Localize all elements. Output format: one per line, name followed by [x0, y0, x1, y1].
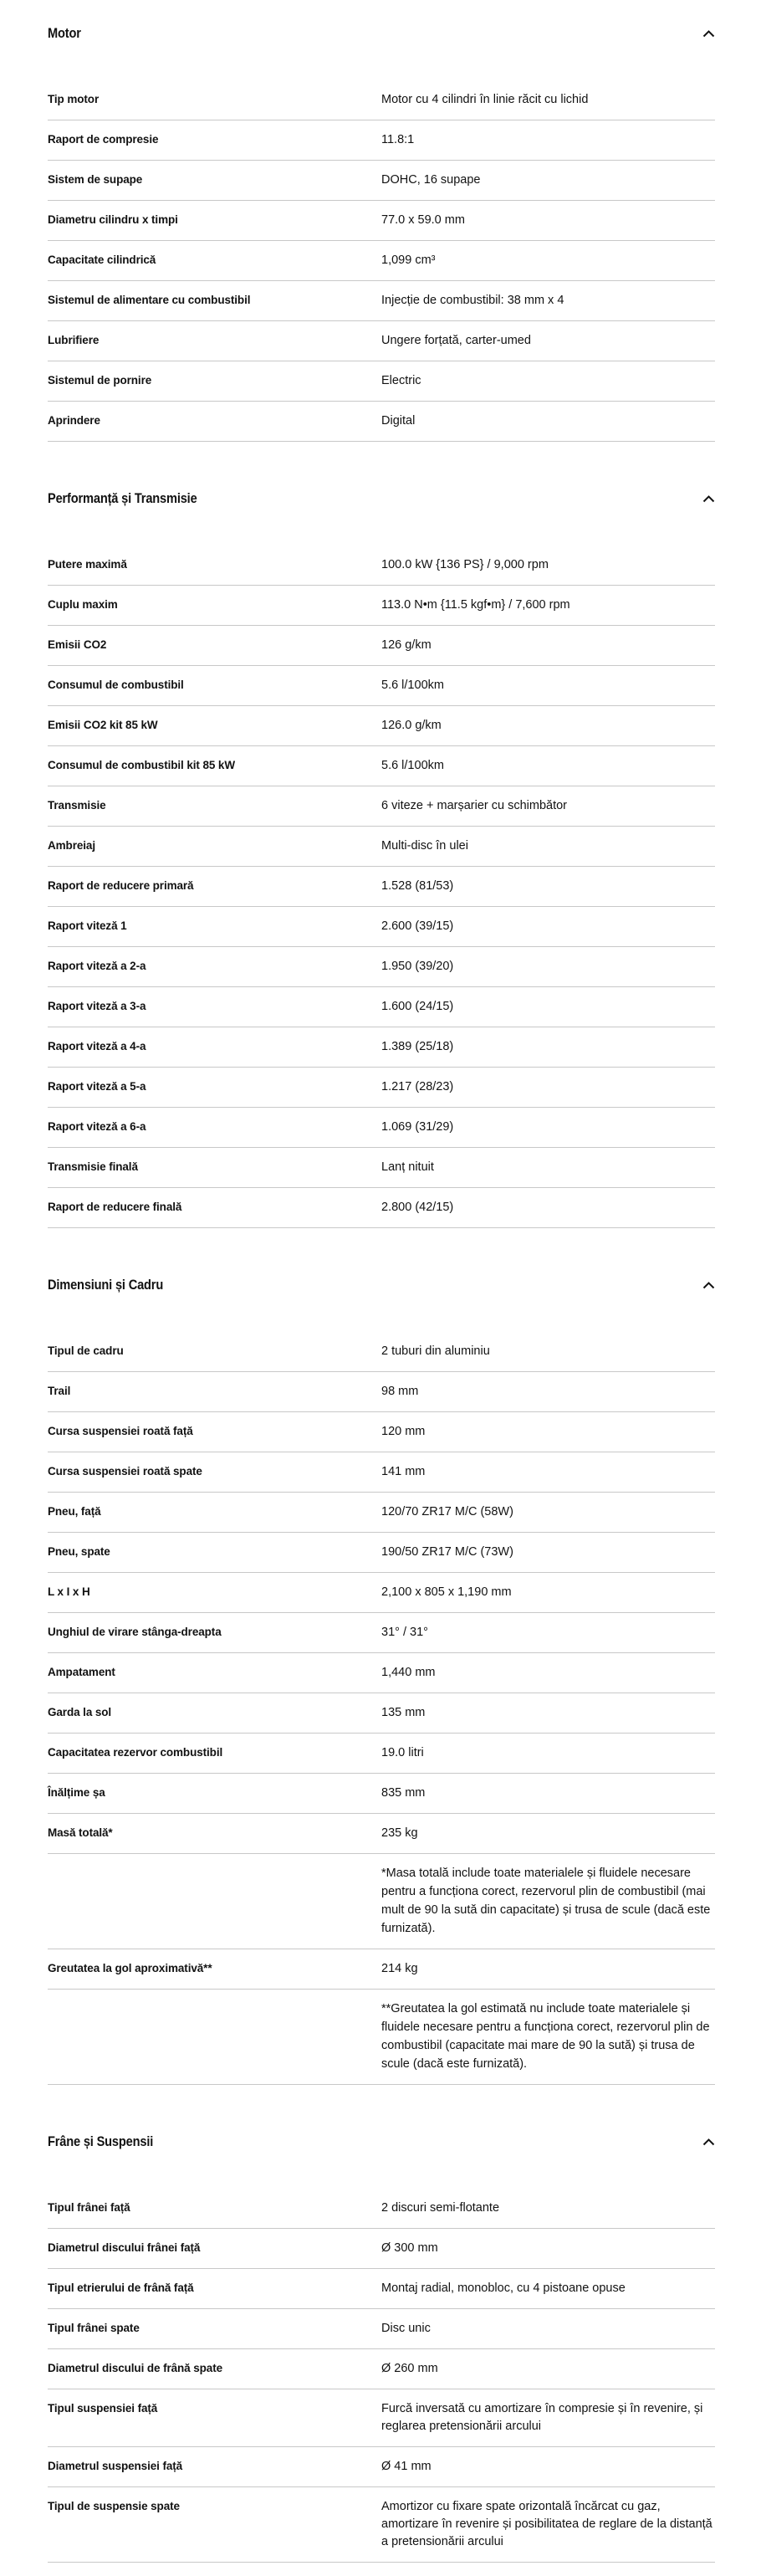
spec-value: 1.389 (25/18): [381, 1040, 454, 1053]
spec-label: Raport viteză 1: [48, 919, 127, 932]
spec-value: Amortizor cu fixare spate orizontală încărcat cu gaz, amortizare în revenire și posibilitatea de reglare de la distanță a pretensionării arcului: [381, 2500, 712, 2548]
spec-value: Digital: [381, 414, 416, 428]
spec-label: Tip motor: [48, 93, 100, 105]
spec-value: 5.6 l/100km: [381, 679, 444, 692]
spec-row: [48, 1814, 715, 1854]
spec-value: 98 mm: [381, 1385, 419, 1398]
spec-value: 2.800 (42/15): [381, 1201, 454, 1214]
spec-label: Cursa suspensiei roată spate: [48, 1465, 202, 1477]
spec-row: [48, 1533, 715, 1573]
spec-label: Raport viteză a 2-a: [48, 960, 146, 972]
spec-rows: [48, 2189, 715, 2563]
spec-label: Diametru cilindru x timpi: [48, 213, 178, 226]
spec-label: Ampatament: [48, 1666, 115, 1678]
spec-row: [48, 241, 715, 281]
spec-value: Furcă inversată cu amortizare în compresie și în revenire, și reglarea pretensionării arcului: [381, 2402, 703, 2433]
spec-label: Unghiul de virare stânga-dreapta: [48, 1626, 222, 1638]
spec-label: Tipul etrierului de frână față: [48, 2282, 194, 2294]
spec-label: Transmisie finală: [48, 1160, 138, 1173]
spec-row: [48, 1693, 715, 1734]
spec-rows: [48, 545, 715, 1228]
spec-label: Sistemul de pornire: [48, 374, 152, 387]
spec-label: Diametrul discului de frână spate: [48, 2362, 223, 2374]
section-header-frane-si-suspensii[interactable]: [48, 2133, 715, 2150]
spec-row: [48, 1372, 715, 1412]
spec-row: [48, 2487, 715, 2563]
section-title: Motor: [48, 25, 81, 41]
spec-value: 190/50 ZR17 M/C (73W): [381, 1545, 513, 1559]
spec-label: Tipul de cadru: [48, 1344, 124, 1357]
spec-value: 2.600 (39/15): [381, 919, 454, 933]
spec-label: Aprindere: [48, 414, 100, 427]
spec-label: Cursa suspensiei roată față: [48, 1425, 193, 1437]
spec-section: [48, 1277, 715, 2085]
spec-row: [48, 201, 715, 241]
spec-label: [48, 1854, 381, 1876]
spec-value: 126.0 g/km: [381, 719, 442, 732]
chevron-up-icon[interactable]: [702, 492, 715, 505]
spec-label: Tipul de suspensie spate: [48, 2500, 180, 2512]
spec-value: 11.8:1: [381, 133, 415, 146]
spec-label: Capacitatea rezervor combustibil: [48, 1746, 223, 1759]
spec-rows: [48, 80, 715, 442]
spec-label: Capacitate cilindrică: [48, 254, 156, 266]
spec-label: [48, 1990, 381, 2011]
spec-row: [48, 545, 715, 586]
spec-row: [48, 1108, 715, 1148]
chevron-up-icon[interactable]: [702, 27, 715, 40]
spec-value: Ø 41 mm: [381, 2460, 432, 2473]
spec-value: 120/70 ZR17 M/C (58W): [381, 1505, 513, 1518]
spec-value: 135 mm: [381, 1706, 426, 1719]
spec-row: [48, 1949, 715, 1990]
spec-label: Sistem de supape: [48, 173, 143, 186]
spec-label: Lubrifiere: [48, 334, 100, 346]
spec-value: 6 viteze + marșarier cu schimbător: [381, 799, 568, 812]
spec-value: 1.069 (31/29): [381, 1120, 454, 1134]
spec-row: [48, 80, 715, 120]
spec-row: [48, 281, 715, 321]
spec-label: Raport viteză a 4-a: [48, 1040, 146, 1052]
spec-label: Emisii CO2 kit 85 kW: [48, 719, 158, 731]
spec-row: [48, 2349, 715, 2389]
spec-value: 19.0 litri: [381, 1746, 424, 1759]
spec-label: Tipul frânei spate: [48, 2322, 140, 2334]
spec-value: Lanț nituit: [381, 1160, 434, 1174]
spec-label: Transmisie: [48, 799, 106, 812]
spec-row: [48, 2189, 715, 2229]
spec-row: [48, 1412, 715, 1452]
spec-row: [48, 1332, 715, 1372]
spec-row: [48, 402, 715, 442]
spec-row: [48, 2229, 715, 2269]
spec-label: Pneu, față: [48, 1505, 101, 1518]
spec-row: [48, 1613, 715, 1653]
spec-value: Injecție de combustibil: 38 mm x 4: [381, 294, 564, 307]
spec-value: 2 discuri semi-flotante: [381, 2201, 500, 2215]
spec-value: Electric: [381, 374, 421, 387]
spec-value: 126 g/km: [381, 638, 432, 652]
spec-value: 214 kg: [381, 1962, 418, 1975]
spec-label: Înălțime șa: [48, 1786, 105, 1799]
spec-section: [48, 25, 715, 442]
spec-value: 113.0 N•m {11.5 kgf•m} / 7,600 rpm: [381, 598, 570, 612]
spec-note-row: [48, 1990, 715, 2085]
spec-value: 835 mm: [381, 1786, 426, 1800]
spec-value: Ø 260 mm: [381, 2362, 438, 2375]
spec-value: Disc unic: [381, 2322, 431, 2335]
spec-value: DOHC, 16 supape: [381, 173, 481, 187]
spec-row: [48, 987, 715, 1027]
spec-value: 5.6 l/100km: [381, 759, 444, 772]
spec-value: 1,099 cm³: [381, 254, 436, 267]
spec-row: [48, 2389, 715, 2447]
spec-value: 1.950 (39/20): [381, 960, 454, 973]
spec-label: Raport de reducere primară: [48, 879, 194, 892]
spec-label: Sistemul de alimentare cu combustibil: [48, 294, 251, 306]
spec-value: 235 kg: [381, 1826, 418, 1840]
spec-row: [48, 1653, 715, 1693]
spec-row: [48, 746, 715, 786]
section-title: Frâne și Suspensii: [48, 2133, 154, 2149]
spec-label: Tipul frânei față: [48, 2201, 130, 2214]
section-title: Performanță și Transmisie: [48, 490, 197, 506]
spec-row: [48, 321, 715, 361]
spec-row: [48, 1774, 715, 1814]
spec-label: Consumul de combustibil kit 85 kW: [48, 759, 235, 771]
spec-row: [48, 2309, 715, 2349]
spec-value: Montaj radial, monobloc, cu 4 pistoane opuse: [381, 2282, 626, 2295]
spec-label: L x I x H: [48, 1585, 90, 1598]
section-title: Dimensiuni și Cadru: [48, 1277, 164, 1293]
spec-label: Pneu, spate: [48, 1545, 110, 1558]
spec-label: Diametrul discului frânei față: [48, 2241, 201, 2254]
spec-row: [48, 1068, 715, 1108]
spec-label: Tipul suspensiei față: [48, 2402, 158, 2415]
spec-rows: [48, 1332, 715, 2085]
spec-row: [48, 1493, 715, 1533]
spec-label: Trail: [48, 1385, 71, 1397]
spec-row: [48, 2269, 715, 2309]
spec-row: [48, 626, 715, 666]
spec-value: 1.217 (28/23): [381, 1080, 454, 1093]
spec-value: Multi-disc în ulei: [381, 839, 468, 853]
spec-value: 120 mm: [381, 1425, 426, 1438]
spec-row: [48, 161, 715, 201]
spec-value: 2,100 x 805 x 1,190 mm: [381, 1585, 512, 1599]
spec-row: [48, 786, 715, 827]
section-header-motor[interactable]: [48, 25, 715, 42]
spec-value: Ø 300 mm: [381, 2241, 438, 2255]
spec-label: Consumul de combustibil: [48, 679, 184, 691]
spec-row: [48, 1573, 715, 1613]
spec-row: [48, 706, 715, 746]
spec-row: [48, 1027, 715, 1068]
spec-label: Diametrul suspensiei față: [48, 2460, 183, 2472]
spec-row: [48, 120, 715, 161]
spec-label: Masă totală*: [48, 1826, 113, 1839]
spec-label: Raport viteză a 6-a: [48, 1120, 146, 1133]
chevron-up-icon[interactable]: [702, 2135, 715, 2148]
spec-label: Raport de compresie: [48, 133, 159, 146]
spec-note-row: [48, 1854, 715, 1949]
spec-value: Motor cu 4 cilindri în linie răcit cu lichid: [381, 93, 589, 106]
spec-row: [48, 867, 715, 907]
spec-value: 2 tuburi din aluminiu: [381, 1344, 490, 1358]
spec-label: Raport viteză a 3-a: [48, 1000, 146, 1012]
spec-section: [48, 490, 715, 1228]
spec-label: Ambreiaj: [48, 839, 95, 852]
spec-row: [48, 827, 715, 867]
spec-value: **Greutatea la gol estimată nu include toate materialele și fluidele necesare pentru a funcționa corect, rezervorul plin de combustibil (capacitate mai mare de 90 la sută) și trusa de scule (dacă este furnizată).: [381, 2002, 710, 2071]
spec-row: [48, 1452, 715, 1493]
spec-row: [48, 1148, 715, 1188]
spec-value: *Masa totală include toate materialele și fluidele necesare pentru a funcționa corect, rezervorul plin de combustibil (mai mult de 90 la sută din capacitate) și trusa de scule (dacă este furnizată).: [381, 1867, 711, 1935]
spec-label: Emisii CO2: [48, 638, 107, 651]
spec-label: Raport de reducere finală: [48, 1201, 182, 1213]
spec-value: 1.600 (24/15): [381, 1000, 454, 1013]
spec-row: [48, 947, 715, 987]
spec-value: 77.0 x 59.0 mm: [381, 213, 465, 227]
spec-row: [48, 1734, 715, 1774]
chevron-up-icon[interactable]: [702, 1278, 715, 1292]
spec-row: [48, 666, 715, 706]
spec-section: [48, 2133, 715, 2563]
spec-value: 1,440 mm: [381, 1666, 436, 1679]
spec-row: [48, 907, 715, 947]
spec-label: Garda la sol: [48, 1706, 112, 1718]
spec-value: Ungere forțată, carter-umed: [381, 334, 531, 347]
section-header-performanta-si-transmisie[interactable]: [48, 490, 715, 507]
spec-label: Putere maximă: [48, 558, 127, 571]
spec-row: [48, 361, 715, 402]
spec-value: 100.0 kW {136 PS} / 9,000 rpm: [381, 558, 549, 571]
spec-value: 1.528 (81/53): [381, 879, 454, 893]
spec-label: Raport viteză a 5-a: [48, 1080, 146, 1093]
spec-label: Greutatea la gol aproximativă**: [48, 1962, 212, 1974]
section-header-dimensiuni-si-cadru[interactable]: [48, 1277, 715, 1293]
spec-row: [48, 2447, 715, 2487]
spec-label: Cuplu maxim: [48, 598, 118, 611]
spec-row: [48, 1188, 715, 1228]
spec-value: 141 mm: [381, 1465, 426, 1478]
spec-value: 31° / 31°: [381, 1626, 428, 1639]
spec-row: [48, 586, 715, 626]
